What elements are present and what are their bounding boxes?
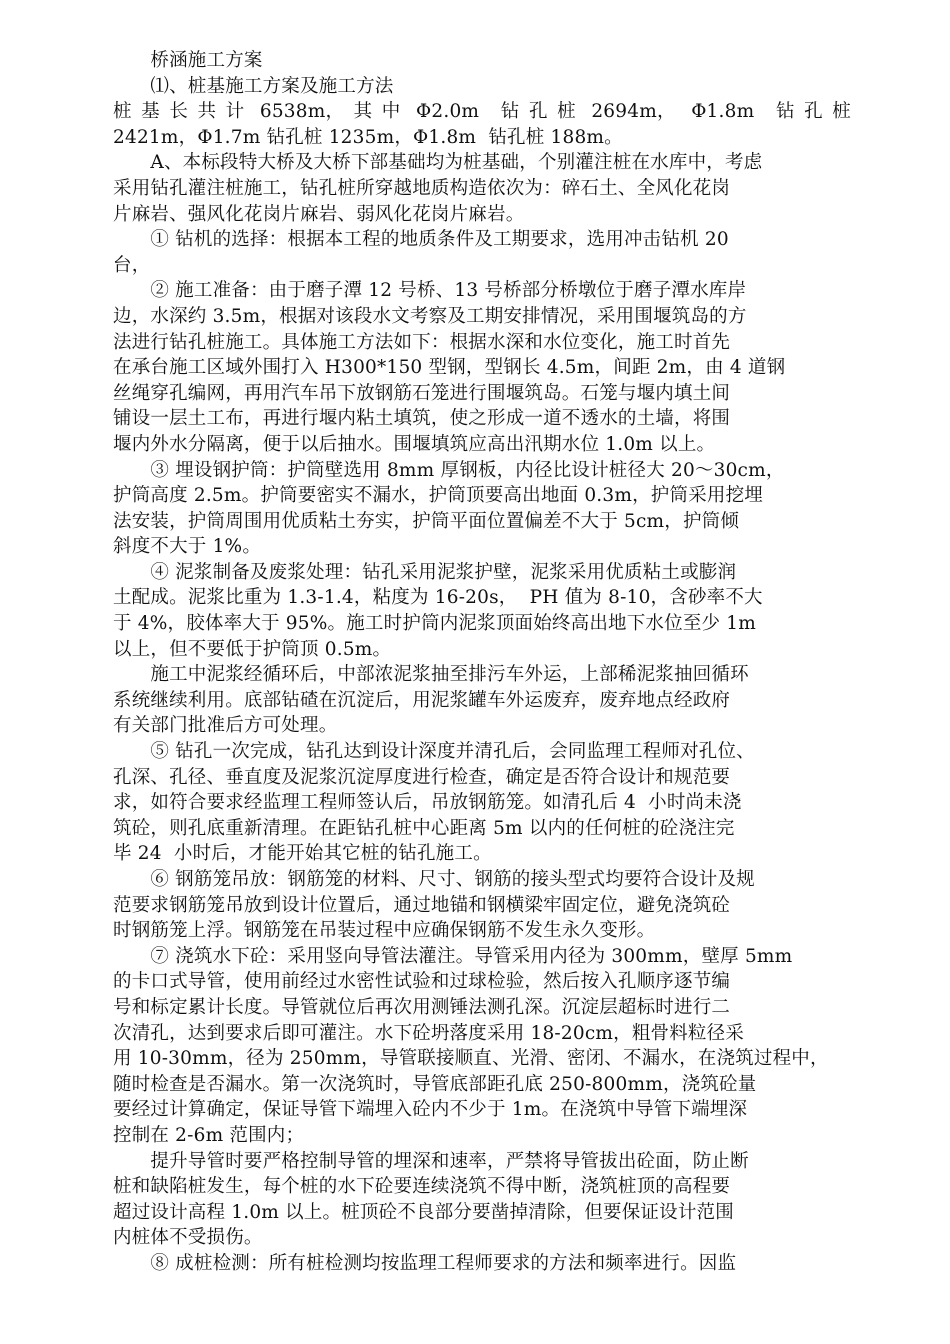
text-line: 超过设计高程 1.0m 以上。桩顶砼不良部分要凿掉清除，但要保证设计范围 <box>113 1201 734 1223</box>
text-line: 台， <box>113 254 151 276</box>
text-line: 用 10-30mm，径为 250mm，导管联接顺直、光滑、密闭、不漏水，在浇筑过程中， <box>113 1048 829 1070</box>
text-fragment: 孔 <box>528 101 548 123</box>
text-line: 的卡口式导管，使用前经过水密性试验和过球检验，然后按入孔顺序逐节编 <box>113 971 731 993</box>
text-line: 法安装，护筒周围用优质粘土夯实，护筒平面位置偏差不大于 5cm，护筒倾 <box>113 510 740 532</box>
text-fragment: 其 <box>353 101 373 123</box>
text-fragment: 孔 <box>804 101 823 123</box>
text-line: 法进行钻孔桩施工。具体施工方法如下：根据水深和水位变化，施工时首先 <box>113 331 731 353</box>
text-fragment: 2694m， <box>585 101 676 123</box>
text-line: 施工中泥浆经循环后，中部浓泥浆抽至排污车外运，上部稀泥浆抽回循环 <box>113 664 749 686</box>
text-line: 次清孔，达到要求后即可灌注。水下砼坍落度采用 18-20cm，粗骨料粒径采 <box>113 1022 745 1044</box>
text-line: ⑥ 钢筋笼吊放：钢筋笼的材料、尺寸、钢筋的接头型式均要符合设计及规 <box>113 869 755 890</box>
text-line: 提升导管时要严格控制导管的埋深和速率，严禁将导管拔出砼面，防止断 <box>113 1150 749 1172</box>
text-line: A、本标段特大桥及大桥下部基础均为桩基础，个别灌注桩在水库中，考虑 <box>113 152 763 174</box>
text-line: 于 4%，胶体率大于 95%。施工时护筒内泥浆顶面始终高出地下水位至少 1m <box>113 613 757 635</box>
text-line: 堰内外水分隔离，便于以后抽水。围堰填筑应高出汛期水位 1.0m 以上。 <box>113 433 716 455</box>
text-fragment: 钻 <box>494 101 520 123</box>
text-line: 有关部门批准后方可处理。 <box>113 715 338 737</box>
text-fragment: 桩 <box>113 101 132 123</box>
text-line: 要经过计算确定，保证导管下端埋入砼内不少于 1m。在浇筑中导管下端埋深 <box>113 1099 748 1121</box>
text-line: ⑧ 成桩检测：所有桩检测均按监理工程师要求的方法和频率进行。因监 <box>113 1252 737 1274</box>
text-line: ② 施工准备：由于磨子潭 12 号桥、13 号桥部分桥墩位于磨子潭水库岸 <box>113 280 747 302</box>
text-line: ① 钻机的选择：根据本工程的地质条件及工期要求，选用冲击钻机 20 <box>113 229 729 251</box>
document-title: 桥涵施工方案 <box>113 50 263 71</box>
text-line: 以上，但不要低于护筒顶 0.5m。 <box>113 638 392 660</box>
text-line: 号和标定累计长度。导管就位后再次用测锤法测孔深。沉淀层超标时进行二 <box>113 996 731 1018</box>
text-line-justified <box>113 99 851 125</box>
text-line: ④ 泥浆制备及废浆处理：钻孔采用泥浆护壁，泥浆采用优质粘土或膨润 <box>113 561 737 583</box>
text-fragment: 基 <box>141 101 160 123</box>
text-line: 内桩体不受损伤。 <box>113 1227 263 1249</box>
text-line: 时钢筋笼上浮。钢筋笼在吊装过程中应确保钢筋不发生永久变形。 <box>113 920 656 942</box>
text-fragment: 中 <box>381 101 401 123</box>
text-fragment: 桩 <box>832 101 851 123</box>
text-line: ③ 埋设钢护筒：护筒壁选用 8mm 厚钢板，内径比设计桩径大 20～30cm， <box>113 459 785 481</box>
text-line: 孔深、孔径、垂直度及泥浆沉淀厚度进行检查，确定是否符合设计和规范要 <box>113 766 731 788</box>
text-line: 斜度不大于 1%。 <box>113 536 262 558</box>
text-line: 筑砼，则孔底重新清理。在距钻孔桩中心距离 5m 以内的任何桩的砼浇注完 <box>113 817 735 839</box>
document-page <box>113 48 851 1277</box>
text-line: 护筒高度 2.5m。护筒要密实不漏水，护筒顶要高出地面 0.3m，护筒采用挖埋 <box>113 485 763 507</box>
text-fragment: 计 <box>225 101 245 123</box>
text-fragment: Φ1.8m <box>685 101 761 123</box>
text-line: ⑴、桩基施工方案及施工方法 <box>113 75 394 97</box>
text-fragment: Φ2.0m <box>409 101 486 123</box>
text-line: 边，水深约 3.5m，根据对该段水文考察及工期安排情况，采用围堰筑岛的方 <box>113 305 747 327</box>
text-line: 求，如符合要求经监理工程师签认后，吊放钢筋笼。如清孔后 4 小时尚未浇 <box>113 792 742 814</box>
text-line: ⑦ 浇筑水下砼：采用竖向导管法灌注。导管采用内径为 300mm，壁厚 5mm <box>113 945 793 967</box>
text-fragment: 共 <box>197 101 217 123</box>
text-fragment: 6538m， <box>253 101 345 123</box>
text-line: 随时检查是否漏水。第一次浇筑时，导管底部距孔底 250-800mm，浇筑砼量 <box>113 1073 757 1095</box>
text-line: 毕 24 小时后，才能开始其它桩的钻孔施工。 <box>113 843 492 865</box>
text-line: 系统继续利用。底部钻碴在沉淀后，用泥浆罐车外运废弃，废弃地点经政府 <box>113 689 731 711</box>
text-line: 土配成。泥浆比重为 1.3-1.4，粘度为 16-20s， PH 值为 8-10，含砂率不大 <box>113 587 763 609</box>
text-line: 控制在 2-6m 范围内； <box>113 1124 305 1146</box>
text-line: 2421m，Φ1.7m 钻孔桩 1235m，Φ1.8m 钻孔桩 188m。 <box>113 126 623 148</box>
text-fragment: 桩 <box>557 101 576 123</box>
text-line: ⑤ 钻孔一次完成，钻孔达到设计深度并清孔后，会同监理工程师对孔位、 <box>113 741 755 763</box>
text-line: 片麻岩、强风化花岗片麻岩、弱风化花岗片麻岩。 <box>113 203 525 225</box>
text-line: 丝绳穿孔编网，再用汽车吊下放钢筋石笼进行围堰筑岛。石笼与堰内填土间 <box>113 382 731 404</box>
text-fragment: 钻 <box>769 101 795 123</box>
text-line: 范要求钢筋笼吊放到设计位置后，通过地锚和钢横梁牢固定位，避免浇筑砼 <box>113 894 731 916</box>
text-line: 铺设一层土工布，再进行堰内粘土填筑，使之形成一道不透水的土墙，将围 <box>113 408 731 430</box>
text-line: 桩和缺陷桩发生，每个桩的水下砼要连续浇筑不得中断，浇筑桩顶的高程要 <box>113 1176 731 1198</box>
text-fragment: 长 <box>169 101 189 123</box>
text-line: 采用钻孔灌注桩施工，钻孔桩所穿越地质构造依次为：碎石土、全风化花岗 <box>113 177 731 199</box>
text-line: 在承台施工区域外围打入 H300*150 型钢，型钢长 4.5m，间距 2m，由 4 道钢 <box>113 357 786 379</box>
